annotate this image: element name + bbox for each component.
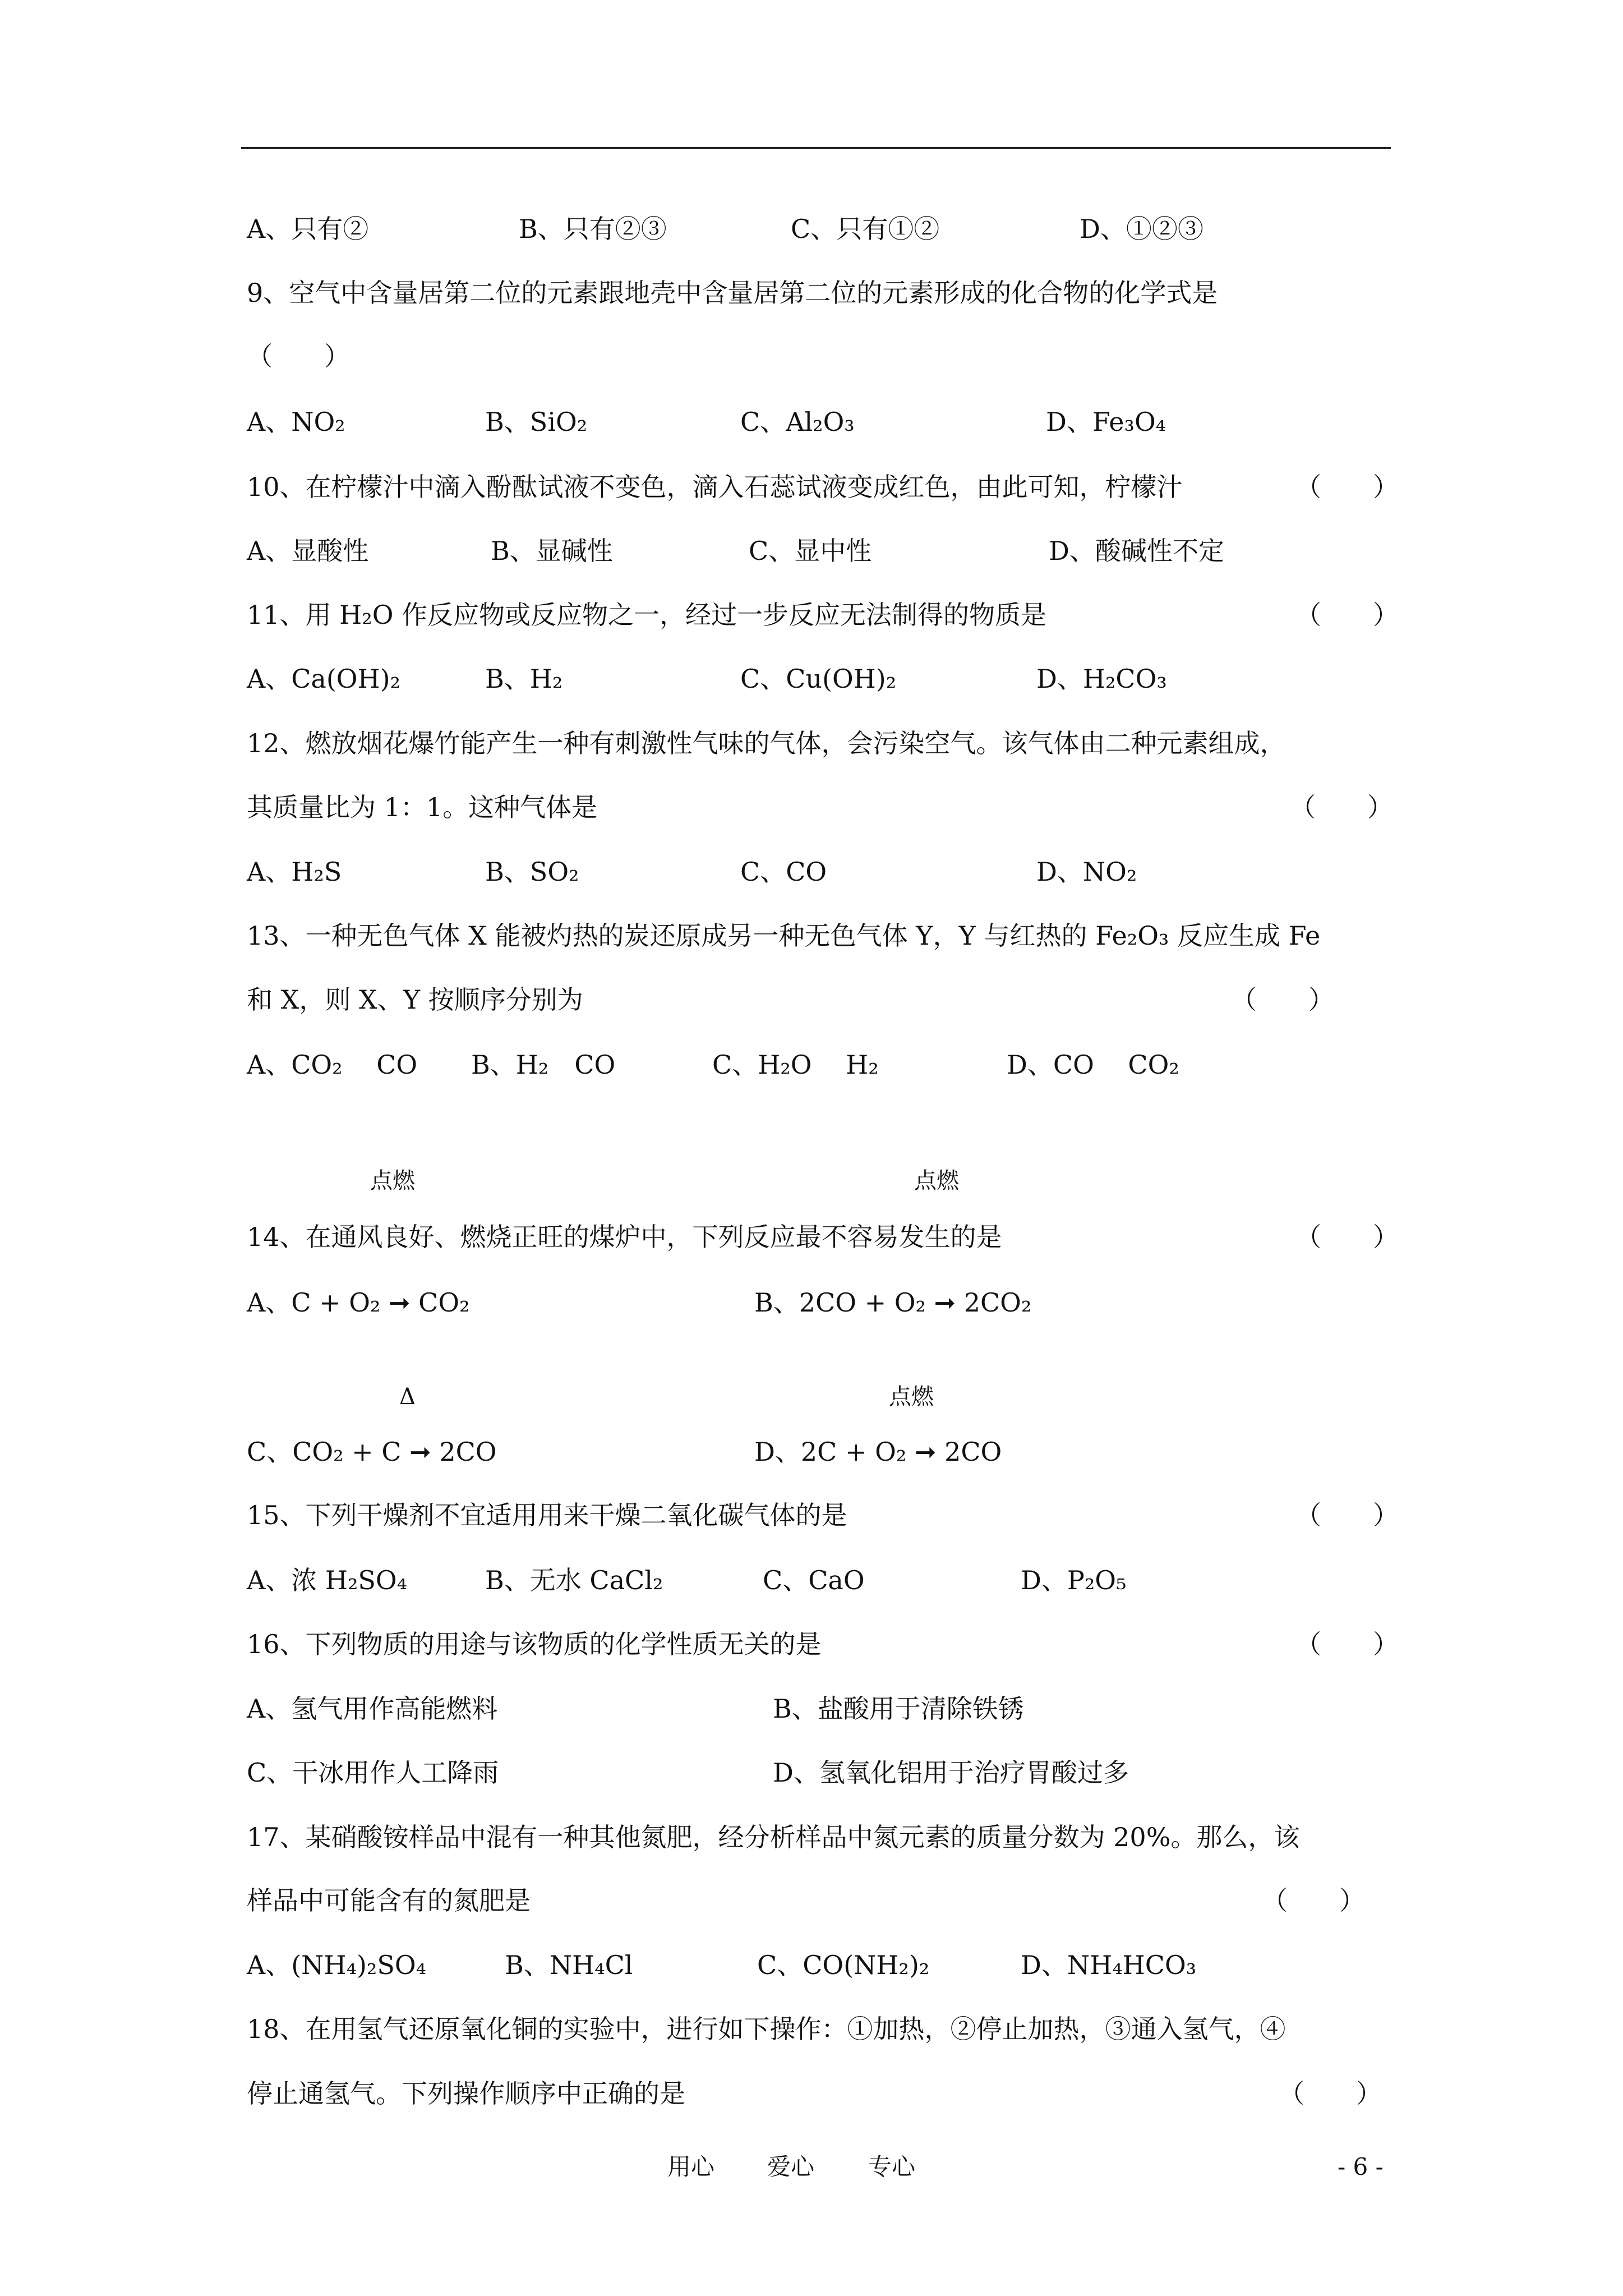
q17-text-line2: 样品中可能含有的氮肥是 [247,1885,531,1916]
q14-condition-c: Δ [399,1384,416,1410]
q12-option-c: C、CO [740,857,827,887]
q9-answer-paren: （ ） [247,341,350,371]
q17-option-b: B、NH₄Cl [505,1950,633,1980]
q14-option-a [247,1286,470,1319]
q17-option-c: C、CO(NH₂)₂ [757,1950,930,1980]
q12-option-b: B、SO₂ [485,857,579,887]
q16-answer-paren: （ ） [1295,1629,1399,1659]
q10-text: 10、在柠檬汁中滴入酚酞试液不变色，滴入石蕊试液变成红色，由此可知，柠檬汁 [247,472,1183,502]
q15-option-b: B、无水 CaCl₂ [485,1565,663,1595]
q12-text-line1: 12、燃放烟花爆竹能产生一种有刺激性气味的气体，会污染空气。该气体由二种元素组成， [247,728,1286,758]
q15-option-d: D、P₂O₅ [1021,1565,1127,1595]
q17-option-a: A、(NH₄)₂SO₄ [247,1950,427,1980]
q14-condition-d: 点燃 [889,1384,934,1410]
q15-text: 15、下列干燥剂不宜适用用来干燥二氧化碳气体的是 [247,1500,847,1530]
q18-text-line1: 18、在用氢气还原氧化铜的实验中，进行如下操作：①加热，②停止加热，③通入氢气，④ [247,2014,1286,2044]
q14-option-b-products: 2CO₂ [963,1287,1032,1318]
q14-option-b-reactants: B、2CO + O₂ [754,1287,926,1318]
q10-option-c: C、显中性 [749,536,872,566]
q13-answer-paren: （ ） [1231,984,1334,1015]
q9-option-a: A、NO₂ [247,407,345,437]
q13-option-a: A、CO₂ CO [247,1050,418,1080]
q11-option-b: B、H₂ [485,664,563,694]
q15-option-c: C、CaO [763,1565,865,1595]
q11-option-c: C、Cu(OH)₂ [740,664,897,694]
q11-option-a: A、Ca(OH)₂ [247,664,401,694]
arrow-icon: ➞ [914,1437,937,1467]
q12-answer-paren: （ ） [1290,792,1393,822]
q14-option-d-products: 2CO [944,1437,1002,1467]
page-number: - 6 - [1338,2153,1384,2180]
q12-option-d: D、NO₂ [1036,857,1137,887]
q13-text-line2: 和 X，则 X、Y 按顺序分别为 [247,984,583,1015]
footer-motto-2: 爱心 [767,2153,815,2180]
q10-option-b: B、显碱性 [491,536,613,566]
q14-text: 14、在通风良好、燃烧正旺的煤炉中，下列反应最不容易发生的是 [247,1222,1002,1252]
q18-text-line2: 停止通氢气。下列操作顺序中正确的是 [247,2078,685,2109]
q8-option-b: B、只有②③ [519,214,667,244]
q8-option-a: A、只有② [247,214,369,244]
footer-motto-1: 用心 [667,2153,715,2180]
q10-answer-paren: （ ） [1295,472,1399,502]
q13-option-c: C、H₂O H₂ [712,1050,879,1080]
q14-option-a-reactants: A、C + O₂ [247,1287,381,1318]
q8-option-c: C、只有①② [791,214,940,244]
q16-text: 16、下列物质的用途与该物质的化学性质无关的是 [247,1629,822,1659]
q9-text: 9、空气中含量居第二位的元素跟地壳中含量居第二位的元素形成的化合物的化学式是 [247,278,1218,308]
q16-option-c: C、干冰用作人工降雨 [247,1757,499,1788]
q8-option-d: D、①②③ [1080,214,1204,244]
q11-answer-paren: （ ） [1295,600,1399,630]
q16-option-b: B、盐酸用于清除铁锈 [773,1694,1024,1724]
q14-option-c-reactants: C、CO₂ + C [247,1437,402,1467]
q9-option-b: B、SiO₂ [485,407,588,437]
header-rule [241,147,1391,149]
arrow-icon: ➞ [934,1287,956,1318]
arrow-icon: ➞ [409,1437,431,1467]
q15-option-a: A、浓 H₂SO₄ [247,1565,408,1595]
q14-condition-a: 点燃 [370,1168,415,1194]
q13-option-d: D、CO CO₂ [1007,1050,1179,1080]
q12-text-line2: 其质量比为 1：1。这种气体是 [247,792,598,822]
q14-condition-b: 点燃 [914,1168,959,1194]
q14-option-d-reactants: D、2C + O₂ [754,1437,907,1467]
arrow-icon: ➞ [388,1287,411,1318]
q12-option-a: A、H₂S [247,857,342,887]
q14-answer-paren: （ ） [1295,1222,1399,1252]
q14-option-d [754,1435,1002,1469]
q9-option-d: D、Fe₃O₄ [1046,407,1166,437]
q11-text: 11、用 H₂O 作反应物或反应物之一，经过一步反应无法制得的物质是 [247,600,1047,630]
q14-option-c [247,1435,497,1469]
q17-text-line1: 17、某硝酸铵样品中混有一种其他氮肥，经分析样品中氮元素的质量分数为 20%。那么，该 [247,1822,1300,1852]
q17-answer-paren: （ ） [1262,1885,1365,1916]
q14-option-a-products: CO₂ [418,1287,470,1318]
q14-option-b [754,1286,1031,1319]
q13-option-b: B、H₂ CO [471,1050,616,1080]
q16-option-d: D、氢氧化铝用于治疗胃酸过多 [773,1757,1129,1788]
q11-option-d: D、H₂CO₃ [1036,664,1167,694]
q14-option-c-products: 2CO [439,1437,497,1467]
q13-text-line1: 13、一种无色气体 X 能被灼热的炭还原成另一种无色气体 Y，Y 与红热的 Fe₂O₃ 反应生成 Fe [247,921,1321,951]
q9-option-c: C、Al₂O₃ [740,407,855,437]
footer-motto-3: 专心 [868,2153,916,2180]
q16-option-a: A、氢气用作高能燃料 [247,1694,498,1724]
q10-option-d: D、酸碱性不定 [1049,536,1224,566]
q10-option-a: A、显酸性 [247,536,369,566]
q17-option-d: D、NH₄HCO₃ [1021,1950,1197,1980]
q15-answer-paren: （ ） [1295,1500,1399,1530]
q18-answer-paren: （ ） [1279,2078,1382,2109]
